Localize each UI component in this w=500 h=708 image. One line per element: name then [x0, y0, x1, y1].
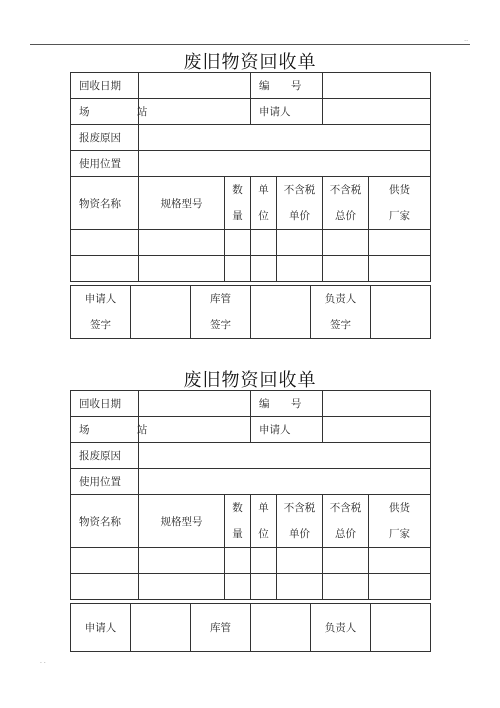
cell[interactable]: [251, 230, 277, 256]
sig-field-warehouse[interactable]: [251, 286, 311, 339]
cell[interactable]: [369, 574, 431, 600]
cell[interactable]: [369, 230, 431, 256]
header-rule: [30, 44, 470, 45]
cell[interactable]: [71, 230, 139, 256]
cell[interactable]: [277, 256, 323, 282]
field-reason[interactable]: [139, 125, 431, 151]
cell[interactable]: [139, 256, 225, 282]
cell[interactable]: [139, 548, 225, 574]
col-spec: 规格型号: [139, 177, 225, 230]
label-date: 回收日期: [71, 391, 139, 417]
cell[interactable]: [225, 256, 251, 282]
col-unit-price: 不含税 单价: [277, 177, 323, 230]
label-number: 编 号: [251, 391, 323, 417]
cell[interactable]: [225, 230, 251, 256]
col-unit-price: 不含税 单价: [277, 495, 323, 548]
table-row: [71, 256, 431, 282]
label-applicant: 申请人: [251, 99, 323, 125]
cell[interactable]: [225, 574, 251, 600]
label-location: 使用位置: [71, 151, 139, 177]
cell[interactable]: [251, 548, 277, 574]
sig-label-warehouse: 库管 签字: [191, 286, 251, 339]
sig-label-manager: 负责人 签字: [311, 286, 371, 339]
cell[interactable]: [369, 256, 431, 282]
signature-table: [70, 603, 431, 652]
cell[interactable]: [323, 256, 369, 282]
col-supplier: 供货 厂家: [369, 177, 431, 230]
field-applicant[interactable]: [323, 99, 431, 125]
col-name: 物资名称: [71, 495, 139, 548]
cell[interactable]: [251, 574, 277, 600]
sig-label-warehouse: 库管: [191, 604, 251, 652]
cell[interactable]: [71, 256, 139, 282]
cell[interactable]: [277, 548, 323, 574]
cell[interactable]: [71, 548, 139, 574]
field-location[interactable]: [139, 469, 431, 495]
cell[interactable]: [323, 230, 369, 256]
col-unit: 单 位: [251, 495, 277, 548]
cell[interactable]: [323, 548, 369, 574]
sig-label-applicant: 申请人: [71, 604, 131, 652]
col-supplier: 供货 厂家: [369, 495, 431, 548]
col-spec: 规格型号: [139, 495, 225, 548]
table-row: [71, 574, 431, 600]
sig-field-applicant[interactable]: [131, 604, 191, 652]
cell[interactable]: [139, 574, 225, 600]
sig-field-applicant[interactable]: [131, 286, 191, 339]
table-row: [71, 548, 431, 574]
header-mark: ..: [464, 36, 468, 43]
cell[interactable]: [277, 230, 323, 256]
label-site: 场 站: [71, 99, 139, 125]
label-reason: 报废原因: [71, 125, 139, 151]
sig-label-manager: 负责人: [311, 604, 371, 652]
col-qty: 数 量: [225, 177, 251, 230]
form-title: 废旧物资回收单: [183, 52, 317, 73]
field-applicant[interactable]: [323, 417, 431, 443]
col-name: 物资名称: [71, 177, 139, 230]
label-reason: 报废原因: [71, 443, 139, 469]
sig-field-manager[interactable]: [371, 286, 431, 339]
col-unit: 单 位: [251, 177, 277, 230]
cell[interactable]: [277, 574, 323, 600]
col-total-price: 不含税 总价: [323, 495, 369, 548]
cell[interactable]: [139, 230, 225, 256]
field-date[interactable]: [139, 73, 251, 99]
sig-label-applicant: 申请人 签字: [71, 286, 131, 339]
cell[interactable]: [251, 256, 277, 282]
cell[interactable]: [71, 574, 139, 600]
table-row: [71, 230, 431, 256]
signature-table: [70, 285, 431, 339]
label-site: 场 站: [71, 417, 139, 443]
field-reason[interactable]: [139, 443, 431, 469]
field-number[interactable]: [323, 73, 431, 99]
sig-field-manager[interactable]: [371, 604, 431, 652]
label-applicant: 申请人: [251, 417, 323, 443]
field-date[interactable]: [139, 391, 251, 417]
label-number: 编 号: [251, 73, 323, 99]
form-table: [70, 72, 431, 282]
form-table: [70, 390, 431, 600]
sig-field-warehouse[interactable]: [251, 604, 311, 652]
col-qty: 数 量: [225, 495, 251, 548]
cell[interactable]: [369, 548, 431, 574]
label-date: 回收日期: [71, 73, 139, 99]
cell[interactable]: [323, 574, 369, 600]
cell[interactable]: [225, 548, 251, 574]
field-location[interactable]: [139, 151, 431, 177]
field-number[interactable]: [323, 391, 431, 417]
form-title: 废旧物资回收单: [183, 370, 317, 391]
col-total-price: 不含税 总价: [323, 177, 369, 230]
footer-mark: . .: [40, 658, 46, 665]
label-location: 使用位置: [71, 469, 139, 495]
